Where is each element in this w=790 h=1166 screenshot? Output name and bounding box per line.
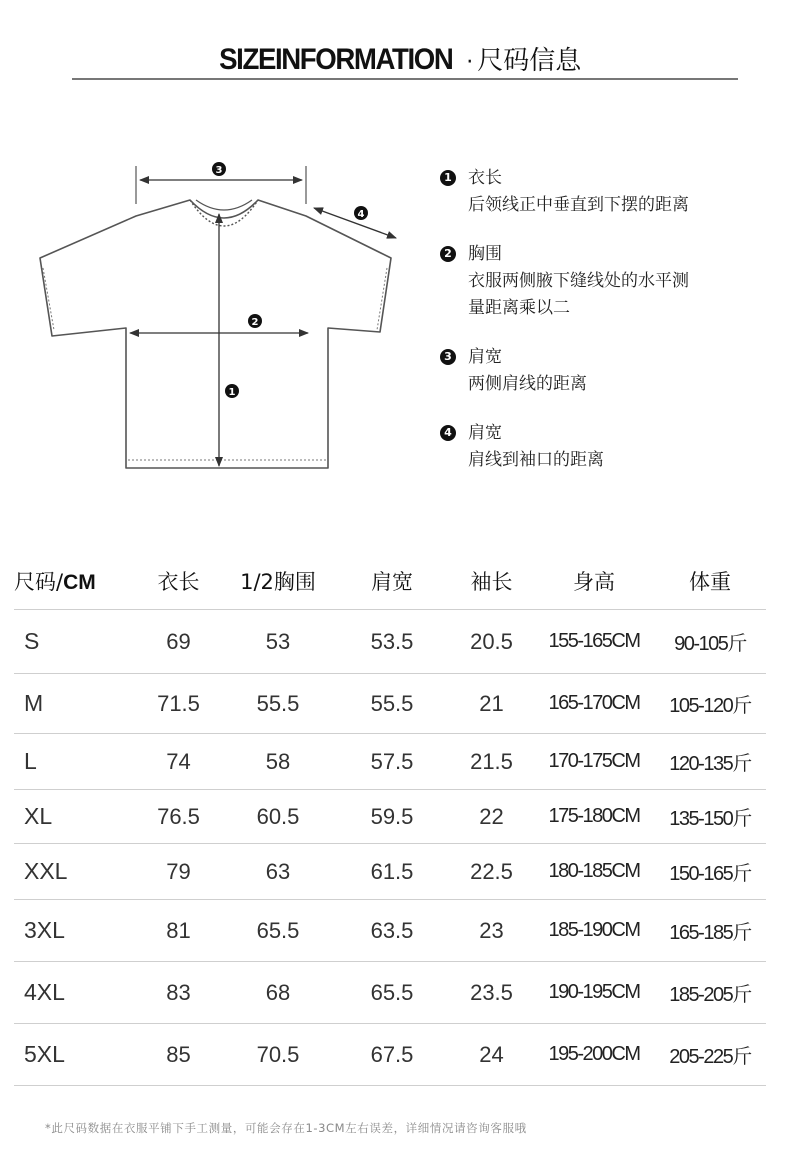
legend-number-2: 2 xyxy=(440,246,456,262)
marker-3-label: 3 xyxy=(215,165,223,176)
cell-size: 5XL xyxy=(14,1024,136,1086)
table-body xyxy=(14,610,766,1086)
legend-item-length xyxy=(438,165,758,219)
legend-item-chest xyxy=(438,241,758,322)
cell-length: 71.5 xyxy=(136,674,221,734)
tshirt-outline xyxy=(40,200,391,468)
cell-length: 81 xyxy=(136,900,221,962)
cell-height: 165-170CM xyxy=(534,674,654,734)
header-size-unit: CM xyxy=(63,570,96,594)
cell-sleeve: 23.5 xyxy=(449,962,534,1024)
cell-chest: 70.5 xyxy=(221,1024,335,1086)
cell-length: 76.5 xyxy=(136,790,221,844)
legend-item-shoulder xyxy=(438,344,758,398)
tshirt-measurement-diagram xyxy=(30,140,410,480)
cell-size: XL xyxy=(14,790,136,844)
legend-title: 肩宽 xyxy=(468,423,502,443)
legend-number-1: 1 xyxy=(440,170,456,186)
cell-sleeve: 23 xyxy=(449,900,534,962)
cell-weight: 205-225斤 xyxy=(654,1024,766,1086)
cell-size: L xyxy=(14,734,136,790)
marker-2-label: 2 xyxy=(251,317,259,328)
cell-shoulder: 63.5 xyxy=(335,900,449,962)
header-size xyxy=(14,552,136,610)
cell-height: 185-190CM xyxy=(534,900,654,962)
measurement-footnote: *此尺码数据在衣服平铺下手工测量，可能会存在1-3CM左右误差，详细情况请咨询客服哦 xyxy=(45,1121,527,1135)
cell-chest: 68 xyxy=(221,962,335,1024)
cell-shoulder: 65.5 xyxy=(335,962,449,1024)
cell-size: M xyxy=(14,674,136,734)
cell-height: 190-195CM xyxy=(534,962,654,1024)
cell-chest: 55.5 xyxy=(221,674,335,734)
cell-sleeve: 24 xyxy=(449,1024,534,1086)
legend-description: 两侧肩线的距离 xyxy=(468,374,587,394)
collar-inner xyxy=(196,200,252,210)
header-chest: 1/2胸围 xyxy=(240,569,316,594)
cell-height: 180-185CM xyxy=(534,844,654,900)
title-chinese: 尺码信息 xyxy=(477,46,582,76)
cell-weight: 185-205斤 xyxy=(654,962,766,1024)
header-shoulder: 肩宽 xyxy=(371,569,413,594)
cell-weight: 135-150斤 xyxy=(654,790,766,844)
table-row xyxy=(14,790,766,844)
table-row xyxy=(14,962,766,1024)
table-header-row xyxy=(14,552,766,610)
legend-number-3: 3 xyxy=(440,349,456,365)
legend-title: 胸围 xyxy=(468,244,502,264)
cell-height: 170-175CM xyxy=(534,734,654,790)
cell-sleeve: 22.5 xyxy=(449,844,534,900)
cell-shoulder: 67.5 xyxy=(335,1024,449,1086)
table-row xyxy=(14,900,766,962)
table-row xyxy=(14,1024,766,1086)
cell-sleeve: 21.5 xyxy=(449,734,534,790)
size-table xyxy=(14,552,766,1086)
header-size-prefix: 尺码/ xyxy=(14,569,64,594)
legend-item-sleeve xyxy=(438,420,758,474)
title-separator: · xyxy=(466,50,474,75)
cell-chest: 60.5 xyxy=(221,790,335,844)
cell-weight: 105-120斤 xyxy=(654,674,766,734)
cell-shoulder: 53.5 xyxy=(335,610,449,674)
legend-number-4: 4 xyxy=(440,425,456,441)
cell-weight: 165-185斤 xyxy=(654,900,766,962)
title-english: SIZEINFORMATION xyxy=(218,43,453,76)
legend-title: 肩宽 xyxy=(468,347,502,367)
cell-height: 175-180CM xyxy=(534,790,654,844)
header-length: 衣长 xyxy=(157,569,200,594)
page-title xyxy=(0,40,790,77)
title-divider xyxy=(72,78,738,80)
table-row xyxy=(14,844,766,900)
cell-shoulder: 55.5 xyxy=(335,674,449,734)
cell-weight: 150-165斤 xyxy=(654,844,766,900)
cell-length: 79 xyxy=(136,844,221,900)
header-height: 身高 xyxy=(573,569,615,594)
cell-weight: 120-135斤 xyxy=(654,734,766,790)
header-sleeve: 袖长 xyxy=(470,569,513,594)
table-row xyxy=(14,674,766,734)
cell-sleeve: 20.5 xyxy=(449,610,534,674)
cell-sleeve: 22 xyxy=(449,790,534,844)
marker-1-label: 1 xyxy=(228,387,236,398)
cell-length: 83 xyxy=(136,962,221,1024)
legend-description: 后领线正中垂直到下摆的距离 xyxy=(468,195,689,215)
cell-chest: 63 xyxy=(221,844,335,900)
cell-size: 4XL xyxy=(14,962,136,1024)
marker-4-label: 4 xyxy=(357,209,365,220)
table-row xyxy=(14,610,766,674)
legend-title: 衣长 xyxy=(468,168,502,188)
cell-weight: 90-105斤 xyxy=(654,610,766,674)
cell-size: XXL xyxy=(14,844,136,900)
cell-size: 3XL xyxy=(14,900,136,962)
cell-length: 74 xyxy=(136,734,221,790)
measurement-legend xyxy=(438,165,758,496)
table-row xyxy=(14,734,766,790)
cell-length: 85 xyxy=(136,1024,221,1086)
cell-shoulder: 59.5 xyxy=(335,790,449,844)
cell-chest: 58 xyxy=(221,734,335,790)
legend-description: 肩线到袖口的距离 xyxy=(468,450,604,470)
cell-chest: 65.5 xyxy=(221,900,335,962)
legend-description: 衣服两侧腋下缝线处的水平测 量距离乘以二 xyxy=(468,271,689,318)
cell-height: 195-200CM xyxy=(534,1024,654,1086)
cell-sleeve: 21 xyxy=(449,674,534,734)
cell-height: 155-165CM xyxy=(534,610,654,674)
cell-size: S xyxy=(14,610,136,674)
cell-shoulder: 57.5 xyxy=(335,734,449,790)
cell-length: 69 xyxy=(136,610,221,674)
cell-chest: 53 xyxy=(221,610,335,674)
header-weight: 体重 xyxy=(689,569,731,594)
cell-shoulder: 61.5 xyxy=(335,844,449,900)
